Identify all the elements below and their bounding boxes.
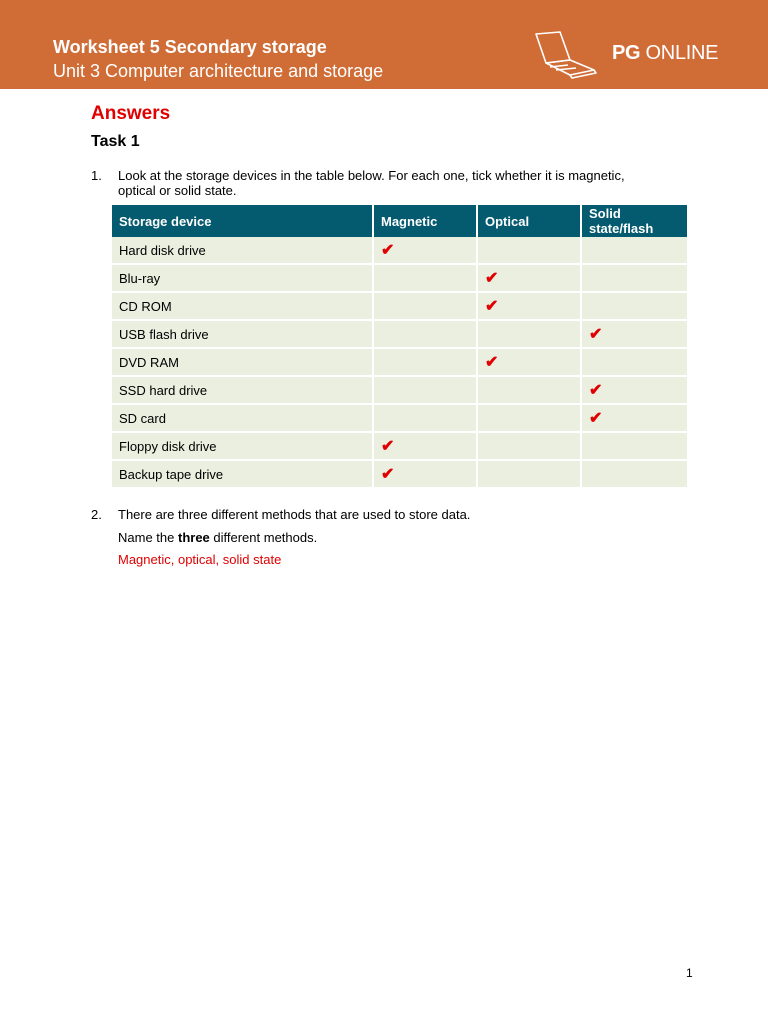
optical-tick: ✔ xyxy=(477,348,581,376)
storage-device-table xyxy=(112,205,687,489)
question-2-answer: Magnetic, optical, solid state xyxy=(118,552,282,567)
table-row xyxy=(112,237,687,264)
optical-tick xyxy=(477,376,581,404)
device-name: DVD RAM xyxy=(112,348,373,376)
question-number: 2. xyxy=(91,507,102,522)
device-name: USB flash drive xyxy=(112,320,373,348)
table-row xyxy=(112,432,687,460)
magnetic-tick xyxy=(373,404,477,432)
magnetic-tick xyxy=(373,292,477,320)
table-row xyxy=(112,292,687,320)
answers-heading: Answers xyxy=(91,103,171,124)
table-header-row xyxy=(112,205,687,237)
table-row xyxy=(112,460,687,488)
device-name: SD card xyxy=(112,404,373,432)
worksheet-title: Worksheet 5 Secondary storage xyxy=(53,37,327,57)
solid-state-tick xyxy=(581,292,687,320)
question-number: 1. xyxy=(91,168,102,183)
table-row xyxy=(112,376,687,404)
magnetic-tick xyxy=(373,264,477,292)
optical-tick: ✔ xyxy=(477,292,581,320)
optical-tick xyxy=(477,320,581,348)
device-name: SSD hard drive xyxy=(112,376,373,404)
column-header-magnetic: Magnetic xyxy=(373,205,477,237)
device-name: Backup tape drive xyxy=(112,460,373,488)
question-text: Look at the storage devices in the table below. For each one, tick whether it is magnetic, optical or solid state. xyxy=(118,168,625,198)
magnetic-tick xyxy=(373,376,477,404)
solid-state-tick xyxy=(581,264,687,292)
magnetic-tick: ✔ xyxy=(373,460,477,488)
magnetic-tick: ✔ xyxy=(373,237,477,264)
optical-tick xyxy=(477,237,581,264)
question-text: There are three different methods that are used to store data. Name the three different methods. xyxy=(118,507,471,545)
laptop-icon xyxy=(530,30,610,80)
unit-subtitle: Unit 3 Computer architecture and storage xyxy=(53,61,384,81)
device-name: Hard disk drive xyxy=(112,237,373,264)
solid-state-tick: ✔ xyxy=(581,376,687,404)
column-header-solid-state: Solid state/flash xyxy=(581,205,687,237)
optical-tick xyxy=(477,404,581,432)
solid-state-tick: ✔ xyxy=(581,404,687,432)
magnetic-tick xyxy=(373,320,477,348)
solid-state-tick xyxy=(581,237,687,264)
logo-brand-text: PG ONLINE xyxy=(612,42,719,64)
solid-state-tick: ✔ xyxy=(581,320,687,348)
question-instruction: Name the three different methods. xyxy=(118,530,318,545)
pg-online-logo xyxy=(530,30,730,80)
device-name: Floppy disk drive xyxy=(112,432,373,460)
page-number: 1 xyxy=(686,966,693,980)
solid-state-tick xyxy=(581,432,687,460)
column-header-optical: Optical xyxy=(477,205,581,237)
table-row xyxy=(112,320,687,348)
magnetic-tick xyxy=(373,348,477,376)
task-heading: Task 1 xyxy=(91,133,140,150)
solid-state-tick xyxy=(581,348,687,376)
optical-tick: ✔ xyxy=(477,264,581,292)
optical-tick xyxy=(477,460,581,488)
device-name: Blu-ray xyxy=(112,264,373,292)
column-header-storage-device: Storage device xyxy=(112,205,373,237)
optical-tick xyxy=(477,432,581,460)
magnetic-tick: ✔ xyxy=(373,432,477,460)
table-row xyxy=(112,348,687,376)
solid-state-tick xyxy=(581,460,687,488)
table-row xyxy=(112,264,687,292)
page-header xyxy=(0,0,768,89)
device-name: CD ROM xyxy=(112,292,373,320)
table-row xyxy=(112,404,687,432)
